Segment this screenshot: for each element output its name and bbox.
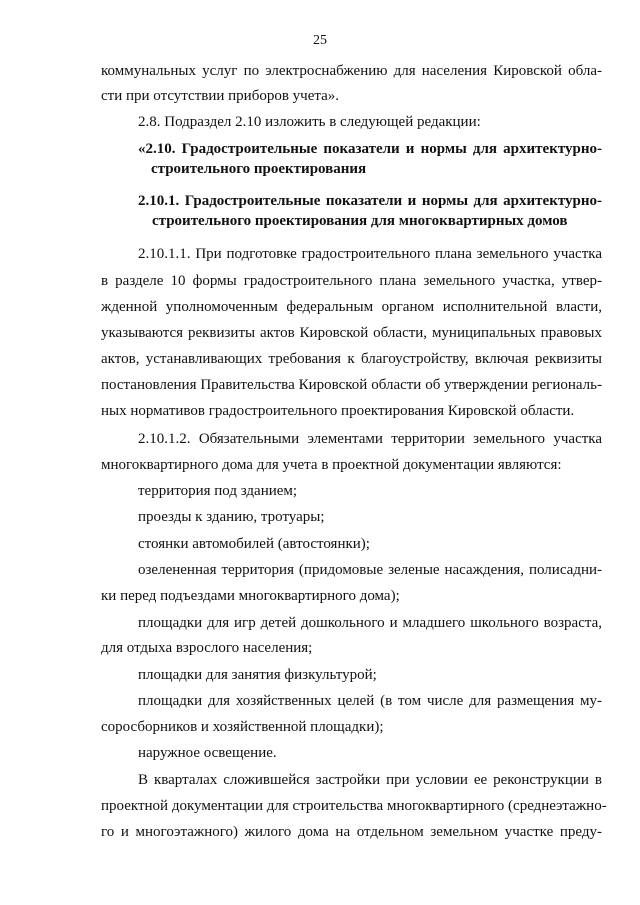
list-item: соросборников и хозяйственной площадки); [101, 719, 384, 735]
list-item: проезды к зданию, тротуары; [138, 509, 325, 525]
subsection-heading: строительного проектирования для многоквартирных домов [152, 213, 568, 229]
text-line: го и многоэтажного) жилого дома на отдельном земельном участке преду- [101, 824, 602, 840]
subsection-heading: 2.10.1. Градостроительные показатели и нормы для архитектурно- [138, 193, 602, 209]
list-item: площадки для хозяйственных целей (в том числе для размещения му- [138, 693, 602, 709]
text-line: многоквартирного дома для учета в проектной документации являются: [101, 457, 562, 473]
text-line: сти при отсутствии приборов учета». [101, 88, 340, 104]
text-line: В кварталах сложившейся застройки при условии ее реконструкции в [138, 772, 602, 788]
list-item: стоянки автомобилей (автостоянки); [138, 536, 370, 552]
list-item: территория под зданием; [138, 483, 298, 499]
text-line: коммунальных услуг по электроснабжению для населения Кировской обла- [101, 63, 602, 79]
text-line: жденной уполномоченным федеральным органом исполнительной власти, [101, 299, 602, 315]
list-item: площадки для игр детей дошкольного и младшего школьного возраста, [138, 615, 602, 631]
text-line: проектной документации для строительства многоквартирного (среднеэтажно- [101, 798, 607, 814]
list-item: озелененная территория (придомовые зеленые насаждения, полисадни- [138, 562, 602, 578]
text-line: актов, устанавливающих требования к благоустройству, включая реквизиты [101, 351, 602, 367]
section-heading: строительного проектирования [151, 161, 367, 177]
text-line: 2.8. Подраздел 2.10 изложить в следующей редакции: [138, 114, 481, 130]
list-item: площадки для занятия физкультурой; [138, 667, 377, 683]
text-line: ных нормативов градостроительного проектирования Кировской области. [101, 403, 575, 419]
page-number: 25 [313, 33, 327, 48]
text-line: 2.10.1.1. При подготовке градостроительного плана земельного участка [138, 246, 602, 262]
text-line: указываются реквизиты актов Кировской области, муниципальных правовых [101, 325, 602, 341]
list-item: ки перед подъездами многоквартирного дома); [101, 588, 400, 604]
text-line: в разделе 10 формы градостроительного плана земельного участка, утвер- [101, 273, 602, 289]
list-item: наружное освещение. [138, 745, 277, 761]
list-item: для отдыха взрослого населения; [101, 640, 313, 656]
section-heading: «2.10. Градостроительные показатели и нормы для архитектурно- [138, 141, 602, 157]
text-line: 2.10.1.2. Обязательными элементами территории земельного участка [138, 431, 602, 447]
text-line: постановления Правительства Кировской области об утверждении региональ- [101, 377, 602, 393]
